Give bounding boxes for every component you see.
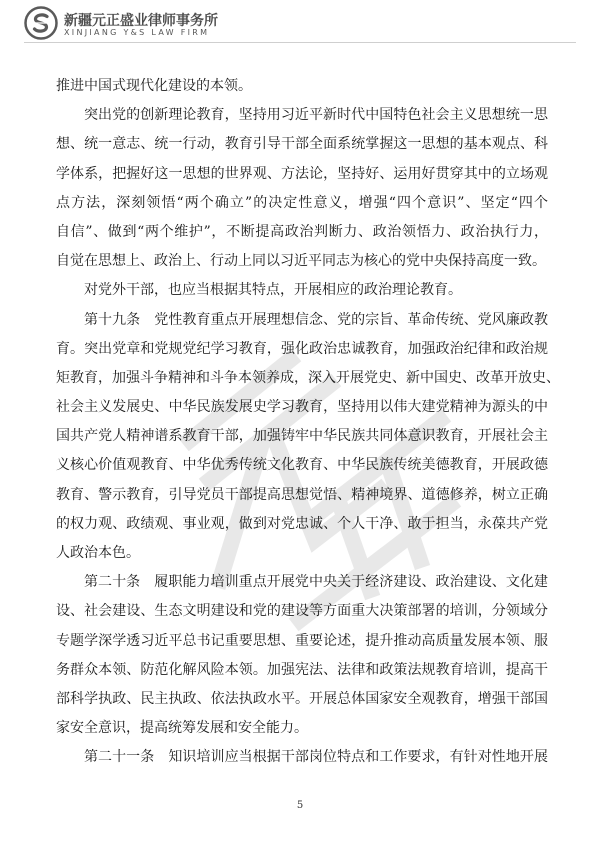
letterhead bbox=[24, 4, 324, 44]
page-number: 5 bbox=[296, 800, 304, 811]
text-line: 教育、警示教育，引导党员干部提高思想觉悟、精神境界、道德修养，树立正确 bbox=[56, 486, 548, 503]
text-line: 义核心价值观教育、中华优秀传统文化教育、中华民族传统美德教育，开展政德 bbox=[56, 457, 548, 474]
text-line: 突出党的创新理论教育，坚持用习近平新时代中国特色社会主义思想统一思 bbox=[84, 107, 548, 124]
text-line: 第十九条 党性教育重点开展理想信念、党的宗旨、革命传统、党风廉政教 bbox=[84, 311, 548, 328]
text-line: 人政治本色。 bbox=[56, 545, 140, 561]
text-line: 育。突出党章和党规党纪学习教育，强化政治忠诚教育，加强政治纪律和政治规 bbox=[56, 340, 548, 357]
text-line: 国共产党人精神谱系教育干部，加强铸牢中华民族共同体意识教育，开展社会主 bbox=[56, 428, 548, 445]
text-line: 推进中国式现代化建设的本领。 bbox=[56, 78, 252, 94]
text-line: 社会主义发展史、中华民族发展史学习教育，坚持用以伟大建党精神为源头的中 bbox=[56, 399, 548, 416]
text-line: 第二十一条 知识培训应当根据干部岗位特点和工作要求，有针对性地开展 bbox=[84, 749, 548, 766]
firm-name-chinese: 新疆元正盛业律师事务所 bbox=[64, 13, 218, 29]
document-body bbox=[56, 72, 560, 773]
text-line: 设、社会建设、生态文明建设和党的建设等方面重大决策部署的培训，分领域分 bbox=[56, 603, 548, 620]
text-line: 点方法，深刻领悟“两个确立”的决定性意义，增强“四个意识”、坚定“四个 bbox=[56, 194, 548, 211]
text-line: 自信”、做到“两个维护”，不断提高政治判断力、政治领悟力、政治执行力， bbox=[56, 223, 548, 240]
text-line: 学体系，把握好这一思想的世界观、方法论，坚持好、运用好贯穿其中的立场观 bbox=[56, 165, 548, 182]
text-line: 务群众本领、防范化解风险本领。加强宪法、法律和政策法规教育培训，提高干 bbox=[56, 661, 548, 678]
text-line: 第二十条 履职能力培训重点开展党中央关于经济建设、政治建设、文化建 bbox=[84, 574, 548, 591]
text-line: 自觉在思想上、政治上、行动上同以习近平同志为核心的党中央保持高度一致。 bbox=[56, 253, 546, 270]
text-line: 对党外干部，也应当根据其特点，开展相应的政治理论教育。 bbox=[84, 282, 462, 299]
header-divider bbox=[24, 42, 576, 43]
firm-name-english: XINJIANG Y&S LAW FIRM bbox=[64, 28, 210, 37]
text-line: 的权力观、政绩观、事业观，做到对党忠诚、个人干净、敢于担当，永葆共产党 bbox=[56, 515, 548, 532]
firm-logo-icon bbox=[24, 6, 58, 40]
text-line: 家安全意识，提高统筹发展和安全能力。 bbox=[56, 720, 308, 737]
text-line: 专题学深学透习近平总书记重要思想、重要论述，提升推动高质量发展本领、服 bbox=[56, 632, 548, 649]
text-line: 想、统一意志、统一行动，教育引导干部全面系统掌握这一思想的基本观点、科 bbox=[56, 136, 548, 153]
text-line: 部科学执政、民主执政、依法执政水平。开展总体国家安全观教育，增强干部国 bbox=[56, 690, 548, 707]
text-line: 矩教育，加强斗争精神和斗争本领养成，深入开展党史、新中国史、改革开放史、 bbox=[56, 369, 560, 386]
